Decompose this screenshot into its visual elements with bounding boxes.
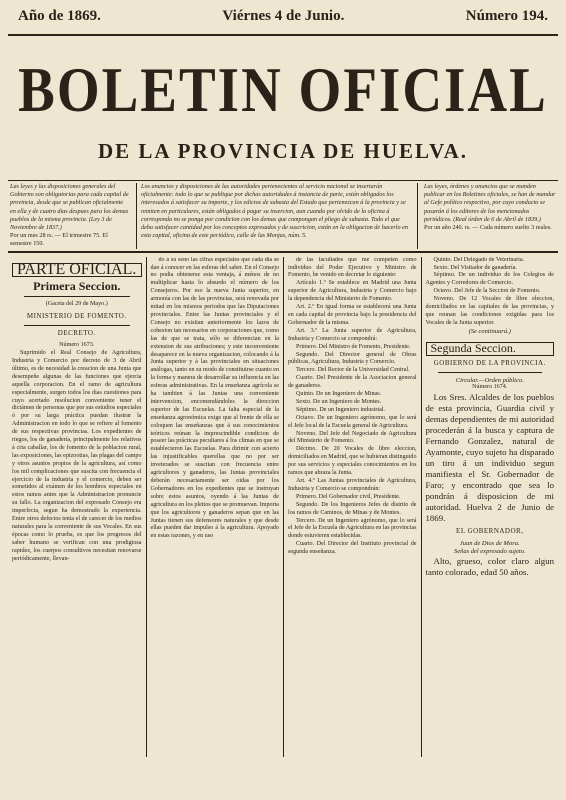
issue-year: Año de 1869. <box>18 8 101 24</box>
circular-body: Los Sres. Alcaldes de los pueblos de esta provincia, Guardia civil y demas dependientes de mi autoridad procederán á la busca y captura de Fernando Gonzalez, natural de Ayamonte, cuyo sujeto ha disparado un tiro á un individuo segun manifiesta el Sr. Gobernador de Faro; y encontrado que sea lo pondrán á disposicion de mi autoridad. Huelva 2 de Junio de 1869. <box>425 392 554 524</box>
newspaper-title: BOLETIN OFICIAL <box>18 54 548 125</box>
decree-heading: DECRETO. <box>57 329 96 338</box>
list-item: Noveno. De 12 Vocales de libre eleccion, domiciliados en las capitales de las provincias, y que reunan las condiciones exigidas para los Vocales de la Junta superior. <box>425 296 554 326</box>
decree-body: Suprimido el Real Consejo de Agricultura, Industria y Comercio por decreto de 3 de Abril último, es de necesidad la creacion de una Junta que desempeñe algunas de las funciones que ejercia aquella corporacion. En el ramo de agricultura especialmente, surgen todos los dias cuestiones para cuyo acertado resolucion conveniente tener el dictámen de personas que por sus estudios especiales ó por su larga práctica puedan ilustrar la Administracion en todo lo que se refiere al fomento de sus respectivas provincias. Los expedientes de riegos, los de ganadería, principalmente los relativos á cria caballar, los de fomento de la poblacion rural, las exposiciones, las epizootias, las plagas del campo y otros asuntos propios de la agricultura, así como los mil complicaciones que suscita con frecuencia el ejercicio de la industria y el comercio, deben ser sometidos al exámen de los hombres especiales en estos ramos antes que la Administracion pronuncie su fallo. La organizacion del expresado Consejo era imperfecta, segun ha demostrado la experiencia. Entre otros defectos tenia el de carecer de los medios naturales para la conveniente de sus Vocales. En sus épocas como lo prueba, es que los progresos del saber humano se verifican con una prodigiosa rapidez, los cuerpos consultivos necesitan renovarse periódicamente, llevan- <box>12 350 142 562</box>
newspaper-page <box>8 8 558 794</box>
government-heading: GOBIERNO DE LA PROVINCIA. <box>433 358 546 367</box>
list-item: Sexto. Del Visitador de ganadería. <box>433 264 517 271</box>
divider <box>24 325 130 326</box>
article-item: Quinto. De un Ingeniero de Minas. <box>296 391 382 398</box>
article-item: Art. 2.º En igual forma se establecerá una Junta en cada capital de provincia bajo la presidencia del Gobernador de la misma. <box>288 304 417 326</box>
segunda-seccion-box: Segunda Seccion. <box>426 342 555 356</box>
features-wrap <box>426 556 555 578</box>
features-text: Alto, grueso, color claro algun tanto colorado, edad 50 años. <box>425 556 554 578</box>
continue-note: (Se continuará.) <box>468 327 511 335</box>
gazette-reference: (Gaceta del 29 de Mayo.) <box>45 301 108 308</box>
article-item: Décimo. De 20 Vocales de libre eleccion, domiciliados en Madrid, que se hubieran distinguido por sus servicios y especiales conocimientos en los ramos que abraza la Junta. <box>288 446 417 477</box>
circular-number: Número 1674. <box>472 384 508 391</box>
article-item: Cuarto. Del Presidente de la Asociacion general de ganaderos. <box>288 375 417 390</box>
decree-number: Número 1673. <box>59 342 95 349</box>
masthead-rule <box>8 34 558 36</box>
ministry-heading: MINISTERIO DE FOMENTO. <box>26 312 127 321</box>
article-item: Cuarto. Del Director del Instituto provincial de segunda enseñanza. <box>288 541 417 556</box>
circular-heading: Circular.—Orden público. <box>455 376 524 384</box>
article-item: Tercero. Del Rector de la Universidad Central. <box>296 367 410 374</box>
article-item: Sexto. De un Ingeniero de Montes. <box>296 398 382 405</box>
notice-right-price: Por un año 240. rs. — Cada número suelto 3 reales. <box>424 224 552 232</box>
parte-oficial-box: PARTE OFICIAL. <box>12 263 142 277</box>
signer-title: EL GOBERNADOR, <box>456 527 524 536</box>
features-title: Señas del expresado sujeto. <box>453 548 526 556</box>
article-item: Primero. Del Gobernador civil, Presidente. <box>296 493 401 500</box>
circular-body-wrap <box>426 392 555 524</box>
masthead <box>8 8 558 32</box>
article-columns <box>8 257 558 757</box>
decree-intro: de las facultades que me competen como individuo del Poder Ejecutivo y Ministro de Fomento, he venido en decretar lo siguiente: <box>288 256 417 279</box>
article-item: Art. 4.º Las Juntas provinciales de Agricultura, Industria y Comercio se compondrán: <box>288 478 417 492</box>
signer-name: Juan de Dios de Mora. <box>459 540 520 548</box>
notice-right-text: Las leyes, órdenes y anuncios que se manden publicar en los Boletines oficiales, se han de mandar al Gefe político respectivo, por cuyo conducto se pasarán á los editores de los mencionados periódicos. (Real órden de 6 de Abril de 1839.) <box>424 183 556 223</box>
article-item: Art. 3.º La Junta superior de Agricultura, Industria y Comercio se compondrá: <box>288 327 417 342</box>
issue-date: Viérnes 4 de Junio. <box>222 8 345 24</box>
primera-seccion-heading: Primera Seccion. <box>33 278 121 293</box>
divider <box>438 372 543 373</box>
list-item: Séptimo. De un individuo de los Colegios de Agentes y Corredores de Comercio. <box>425 272 554 287</box>
notice-left <box>10 183 130 249</box>
title-rule <box>8 180 558 181</box>
article-item: Tercero. De un Ingeniero agrónomo, que lo será el Jefe de la Escuela de Agricultura en las provincias donde estuvieren establecidas. <box>288 517 417 540</box>
article-item: Séptimo. De un Ingeniero industrial. <box>296 406 386 413</box>
article-item: Noveno. Del Jefe del Negociado de Agricultura del Ministerio de Fomento. <box>288 430 417 445</box>
divider <box>24 296 130 297</box>
article-item: Segundo. De los Ingenieros Jefes de distrito de los ramos de Caminos, de Minas y de Montes. <box>288 501 417 516</box>
column-3 <box>283 257 421 757</box>
notice-left-price: Por un mes 28 rs. — El trimestre 75. El semestre 150. <box>10 232 108 248</box>
article-item: Segundo. Del Director general de Obras públicas, Agricultura, Industria y Comercio. <box>288 351 417 366</box>
list-item: Octavo. Del Jefe de la Seccion de Fomento. <box>433 288 541 295</box>
notice-middle: Los anuncios y disposiciones de las autoridades pertenecientes al servicio nacional se insertarán oficialmente: todo lo que se publique por dichas autoridades á instancia de parte, están obligados los interesados á satisfacer su importe, y los edictos de subasta del Estado que pertenezcan á la provincia y se remiten en particulares, están obligados á pagar su insercion, aun cuando por olvido de la oficina á corresponda no se ponga por condicion con los demas que compongan el pliego de subasta. Todo el que deba satisfacer cantidad por los conceptos expresados y de suscricion, están en la obligacion de hacerlo en esta capital, oficina de este periódico, calle de las Monjas, núm. 5. <box>136 183 418 249</box>
column-4 <box>421 257 559 757</box>
article-item: Primero. Del Ministro de Fomento, Presidente. <box>296 343 411 350</box>
issue-number: Número 194. <box>465 8 548 24</box>
article-item: Octavo. De un Ingeniero agrónomo, que lo será el Jefe local de la Escuela general de Agricultura. <box>288 414 417 429</box>
notice-right <box>424 183 556 249</box>
decree-body-continued: do á su seno las cifras especiales que cada dia se dan á conocer en las esferas del saber. En el Consejo no podia obtenerse esta ventaja, á ménos de no multiplicar hasta lo absurdo el número de los Consejeros. Por eso la nueva Junta superior, en armonía con las de las provincias, será renovada por mitad en los mismos periodos que las Diputaciones provinciales. Entre las Juntas provinciales y el Consejo no existian anteriormente los lazos de cohesion tan necesarios en corporaciones que, como las de que se trata, sólo se diferencian en la extension de sus atribuciones; y este inconveniente desaparece en la nueva organizacion, colocando á la Junta superior y á las provinciales en situaciones análogas, tanto en su modo de constituirse cuanto en la forma y manera de desarrollar su influencia en las esferas administrativas. En la enseñanza agrícola se ha tambien á las Juntas una conveniente intervencion, encomendándoles la direccion superior de las Escuelas. La falta especial de la enseñanza agronómica exige que al frente de ella se coloquen las enseñanzas que á sus conocimientos teóricos reúnan la imprescindible condicion de poseer las prácticas peculiares á los climas en que se establecieron las Escuelas. Para dirimir con acierto las injustificables querellas que no por ser inveterados se suscitan con frecuencia entre agricultores y ganaderos, las Juntas provinciales deberán necesariamente ser oidas por los Gobernadores en los expedientes que se instruyan sobre estos asuntos, oyendo á las Juntas de agricultura en los pleitos que se promuevan. Importa que los agricultores y ganaderos sepan que en las Juntas tienen sus defensores naturales y que desde ellas pueden dar impulso á la agricultura. Apoyado en estas razones, y en uso <box>150 256 279 540</box>
column-1 <box>8 257 146 757</box>
list-item: Quinto. Del Delegado de Veterinaria. <box>433 256 525 263</box>
column-2 <box>146 257 284 757</box>
notices-rule <box>8 251 558 253</box>
article-item: Artículo 1.º Se establece en Madrid una Junta superior de Agricultura, Industria y Comercio bajo la dependencia del Ministerio de Fomento. <box>288 280 417 303</box>
notices-band <box>8 183 558 249</box>
notice-left-text: Las leyes y las disposiciones generales del Gobierno son obligatorias para cada capital de provincia, desde que se publican oficialmente en ella y de cuatro dias despues para los demas pueblos de la misma provincia. (Ley 3 de Noviembre de 1837.) <box>10 183 129 232</box>
newspaper-subtitle: DE LA PROVINCIA DE HUELVA. <box>98 139 468 163</box>
